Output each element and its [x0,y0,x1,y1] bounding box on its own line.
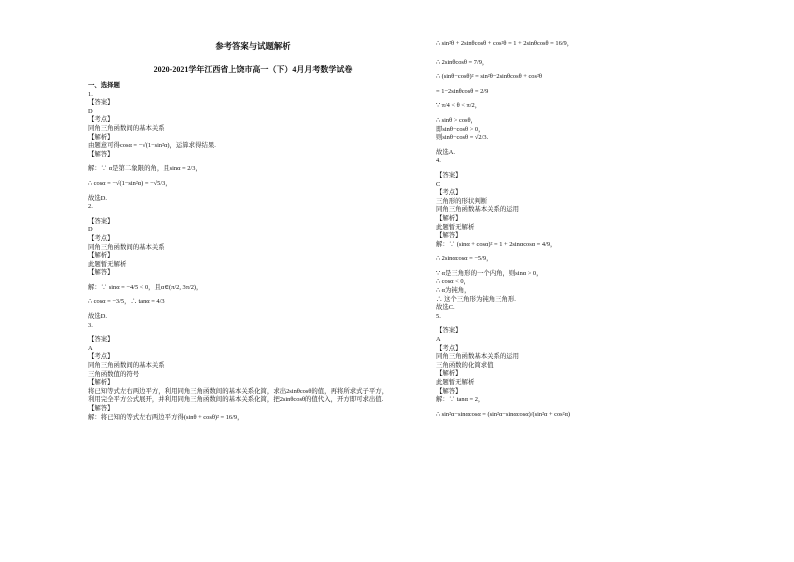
answer-value: A [88,344,93,352]
solution-conclusion: 故选A. [436,148,455,156]
solution-tag: 【解答】 [436,232,462,240]
solution-line: 解：∵ tanα = 2， [436,396,485,404]
solution-line: 则sinθ−cosθ = √2/3. [436,134,489,142]
solution-line: ∴ 2sinθcosθ = 7/9， [436,58,489,66]
solution-line: ∵ π/4 < θ < π/2， [436,102,482,110]
solution-line: 即sinθ−cosθ > 0， [436,125,485,133]
solution-line: ∴ (sinθ−cosθ)² = sin²θ−2sinθcosθ + cos²θ [436,73,542,81]
solution-line: 解：∵ sinα = −4/5 < 0，且α∈(π/2, 3π/2)， [88,283,203,291]
solution-tag: 【解答】 [88,405,114,412]
question-number: 3. [88,321,93,329]
knowledge-point: 同角三角函数间的基本关系 [88,243,165,251]
knowledge-point: 同角三角函数基本关系的运用 [436,206,520,214]
solution-tag: 【解答】 [436,387,462,395]
analysis-text: 此题暂无解析 [436,379,475,386]
answer-tag: 【答案】 [88,99,114,107]
exam-subtitle: 2020-2021学年江西省上饶市高一（下）4月月考数学试卷 [153,65,353,74]
knowledge-point: 三角函数的化简求值 [436,361,494,369]
solution-line: ∴ cosα < 0， [436,278,470,286]
knowledge-point-tag: 【考点】 [88,116,114,124]
knowledge-point: 同角三角函数间的基本关系 [88,362,165,370]
analysis-text: 此题暂无解析 [436,223,475,231]
right-column [436,40,756,419]
analysis-text: 利用完全平方公式展开，并利用同角三角函数间的基本关系化简，把2sinθcosθ的值代入，开方即可求出值. [88,396,384,404]
knowledge-point-tag: 【考点】 [88,234,114,242]
solution-line: ∴ sinθ > cosθ， [436,116,477,124]
solution-line: ∴ 这个三角形为钝角三角形. [436,295,516,303]
analysis-tag: 【解析】 [88,252,114,260]
analysis-tag: 【解析】 [88,133,114,141]
solution-line: 解：∵ α是第二象限的角，且sinα = 2/3， [88,165,202,173]
solution-tag: 【解答】 [88,150,114,158]
answer-value: A [436,336,441,344]
knowledge-point-tag: 【考点】 [436,189,462,197]
solution-line: ∴ cosα = −3/5，∴ tanα = 4/3 [88,298,165,306]
answer-tag: 【答案】 [436,327,462,335]
solution-conclusion: 故选D. [88,194,107,202]
knowledge-point: 同角三角函数间的基本关系 [88,124,165,132]
solution-line: ∴ sin²θ + 2sinθcosθ + cos²θ = 1 + 2sinθcosθ = 16/9， [436,40,574,47]
solution-line: ∴ α为钝角， [436,287,471,295]
answer-value: D [88,226,93,234]
knowledge-point-tag: 【考点】 [88,353,114,361]
solution-line: ∴ cosα = −√(1−sin²α) = −√5/3， [88,179,172,187]
question-number: 1. [88,90,93,98]
question-number: 4. [436,157,441,165]
answer-tag: 【答案】 [88,336,114,344]
question-number: 2. [88,203,93,211]
answer-tag: 【答案】 [88,217,114,225]
knowledge-point: 三角函数值的符号 [88,370,140,378]
solution-conclusion: 故选D. [88,313,107,321]
answer-value: D [88,107,93,115]
analysis-text: 由题意可得cosα = −√(1−sin²α)，运算求得结果. [88,142,216,150]
analysis-tag: 【解析】 [436,370,462,378]
answer-tag: 【答案】 [436,171,462,179]
solution-line: = 1−2sinθcosθ = 2/9 [436,87,489,95]
solution-conclusion: 故选C. [436,304,455,312]
solution-tag: 【解答】 [88,269,114,277]
knowledge-point: 三角形的形状判断 [436,197,488,205]
analysis-text: 将已知等式左右两边平方，利用同角三角函数间的基本关系化简，求出2sinθcosθ的值，再将所求式子平方， [88,387,389,395]
section-heading: 一、选择题 [88,82,120,89]
question-number: 5. [436,312,441,320]
knowledge-point: 同角三角函数基本关系的运用 [436,353,520,361]
solution-line: ∴ sin²α−sinαcosα = (sin²α−sinαcosα)/(sin²α + cos²α) [436,410,571,418]
analysis-text: 此题暂无解析 [88,260,127,268]
page-title: 参考答案与试题解析 [215,42,291,51]
answer-value: C [436,180,441,188]
solution-line: ∴ 2sinαcosα = −5/9， [436,255,493,263]
solution-line: 解：∵ (sinα + cosα)² = 1 + 2sinαcosα = 4/9， [436,240,557,248]
solution-line: ∵ α是三角形的一个内角，则sinα > 0， [436,269,543,277]
solution-line: 解：将已知的等式左右两边平方得(sinθ + cosθ)² = 16/9， [88,413,244,421]
knowledge-point-tag: 【考点】 [436,344,462,352]
analysis-tag: 【解析】 [436,214,462,222]
left-column [88,40,418,422]
analysis-tag: 【解析】 [88,379,114,387]
